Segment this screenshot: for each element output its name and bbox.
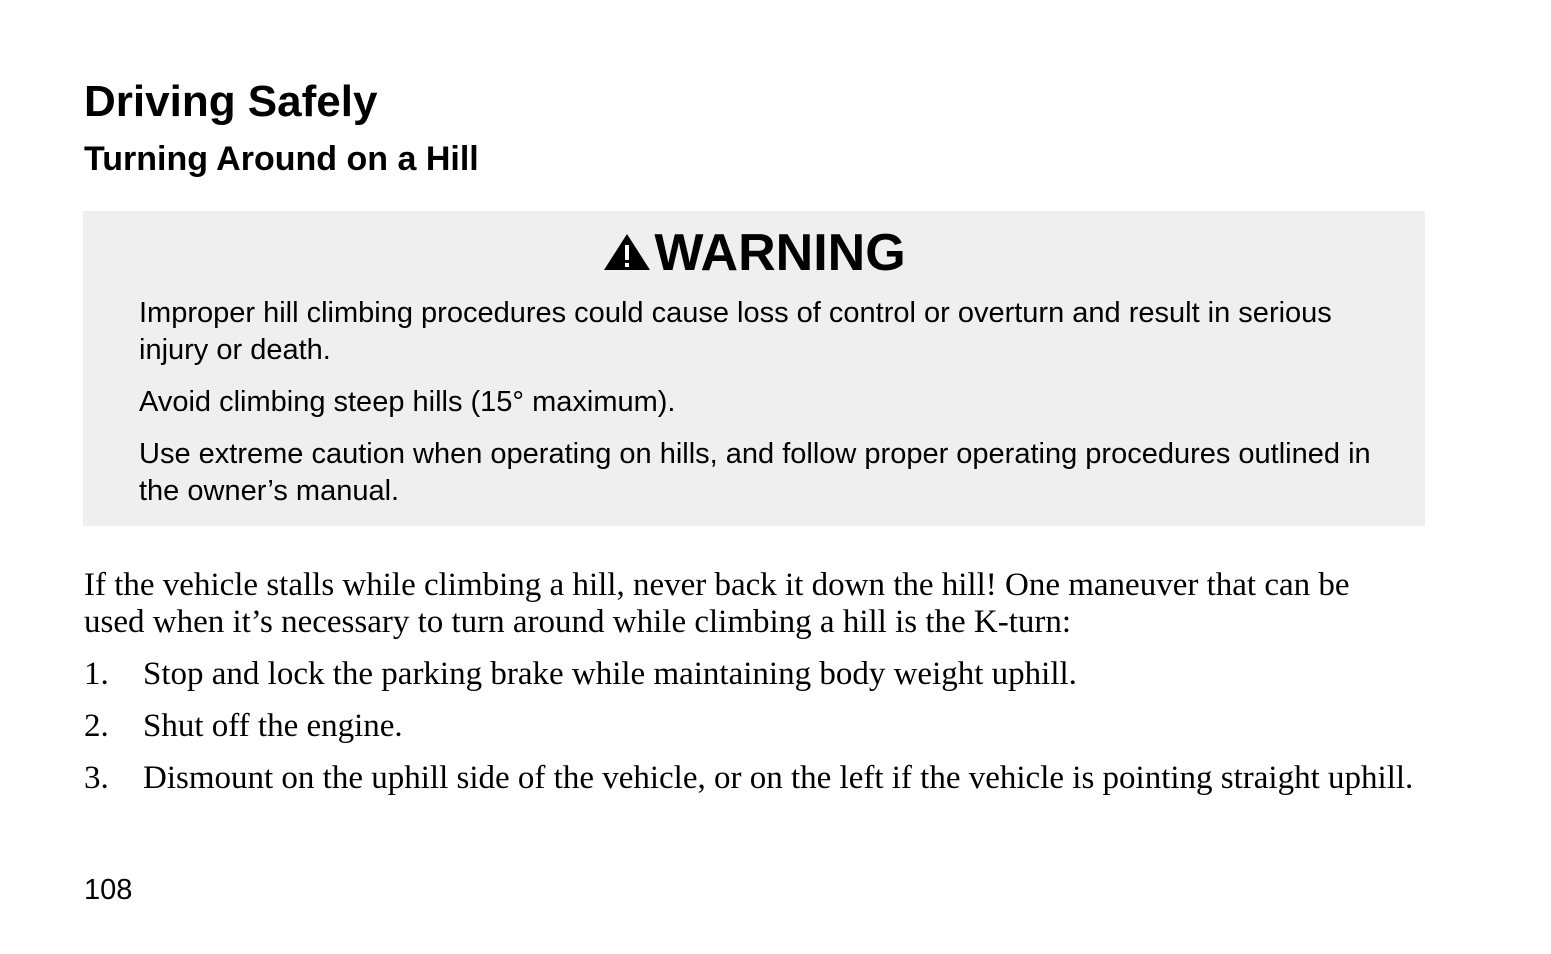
subsection-title: Turning Around on a Hill: [84, 140, 479, 178]
body-text: [84, 567, 1414, 812]
page-number: 108: [84, 874, 133, 906]
warning-triangle-icon: [602, 232, 652, 272]
warning-header: [83, 225, 1425, 281]
list-item: [84, 708, 1414, 745]
list-item: [84, 760, 1414, 797]
intro-paragraph: If the vehicle stalls while climbing a hill, never back it down the hill! One maneuver that can be used when it’s necessary to turn around while climbing a hill is the K-turn:: [84, 567, 1350, 640]
warning-body: [139, 295, 1409, 525]
step-number: 2.: [84, 708, 109, 744]
step-text: Shut off the engine.: [143, 708, 403, 744]
warning-title: WARNING: [654, 224, 906, 282]
warning-paragraph: Avoid climbing steep hills (15° maximum).: [139, 386, 676, 418]
step-text: Dismount on the uphill side of the vehicle, or on the left if the vehicle is pointing straight uphill.: [143, 760, 1414, 796]
list-item: [84, 656, 1414, 693]
step-number: 1.: [84, 656, 109, 692]
step-text: Stop and lock the parking brake while maintaining body weight uphill.: [143, 656, 1077, 692]
warning-paragraph: Improper hill climbing procedures could cause loss of control or overturn and result in serious injury or death.: [139, 297, 1332, 366]
steps-list: [84, 656, 1414, 797]
warning-paragraph: Use extreme caution when operating on hills, and follow proper operating procedures outlined in the owner’s manual.: [139, 438, 1371, 507]
step-number: 3.: [84, 760, 109, 796]
warning-box: [83, 211, 1425, 526]
section-title: Driving Safely: [84, 77, 378, 126]
